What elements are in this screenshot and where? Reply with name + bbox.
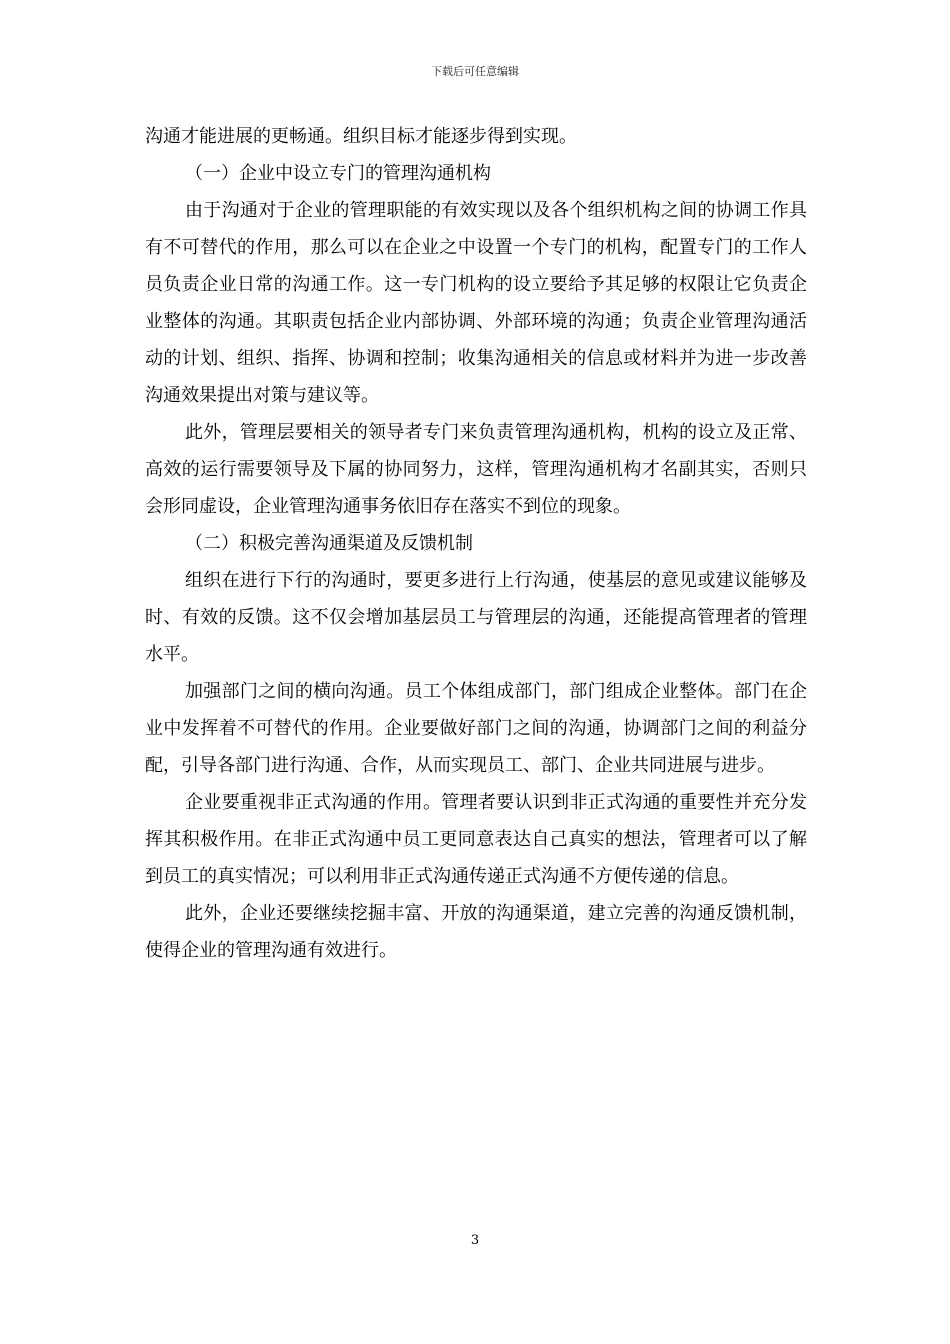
paragraph: 加强部门之间的横向沟通。员工个体组成部门，部门组成企业整体。部门在企业中发挥着不可替代的作用。企业要做好部门之间的沟通，协调部门之间的利益分配，引导各部门进行沟通、合作，从而实现员工、部门、企业共同进展与进步。 [145, 681, 807, 776]
paragraph-continuation: 沟通才能进展的更畅通。组织目标才能逐步得到实现。 [145, 126, 577, 147]
paragraph: 由于沟通对于企业的管理职能的有效实现以及各个组织机构之间的协调工作具有不可替代的作用，那么可以在企业之中设置一个专门的机构，配置专门的工作人员负责企业日常的沟通工作。这一专门机构的设立要给予其足够的权限让它负责企业整体的沟通。其职责包括企业内部协调、外部环境的沟通；负责企业管理沟通活动的计划、组织、指挥、协调和控制；收集沟通相关的信息或材料并为进一步改善沟通效果提出对策与建议等。 [145, 200, 807, 406]
page-number: 3 [470, 1233, 480, 1248]
paragraph: 企业要重视非正式沟通的作用。管理者要认识到非正式沟通的重要性并充分发挥其积极作用。在非正式沟通中员工更同意表达自己真实的想法，管理者可以了解到员工的真实情况；可以利用非正式沟通传递正式沟通不方便传递的信息。 [145, 792, 807, 887]
paragraph: 此外，企业还要继续挖掘丰富、开放的沟通渠道，建立完善的沟通反馈机制，使得企业的管理沟通有效进行。 [145, 903, 807, 961]
document-body [145, 118, 807, 969]
page-header: 下载后可任意编辑 [431, 65, 519, 78]
paragraph: 组织在进行下行的沟通时，要更多进行上行沟通，使基层的意见或建议能够及时、有效的反馈。这不仅会增加基层员工与管理层的沟通，还能提高管理者的管理水平。 [145, 570, 807, 665]
paragraph: 此外，管理层要相关的领导者专门来负责管理沟通机构，机构的设立及正常、高效的运行需要领导及下属的协同努力，这样，管理沟通机构才名副其实，否则只会形同虚设，企业管理沟通事务依旧存在落实不到位的现象。 [145, 422, 807, 517]
section-heading-2: （二）积极完善沟通渠道及反馈机制 [185, 533, 473, 554]
section-heading-1: （一）企业中设立专门的管理沟通机构 [185, 163, 491, 184]
